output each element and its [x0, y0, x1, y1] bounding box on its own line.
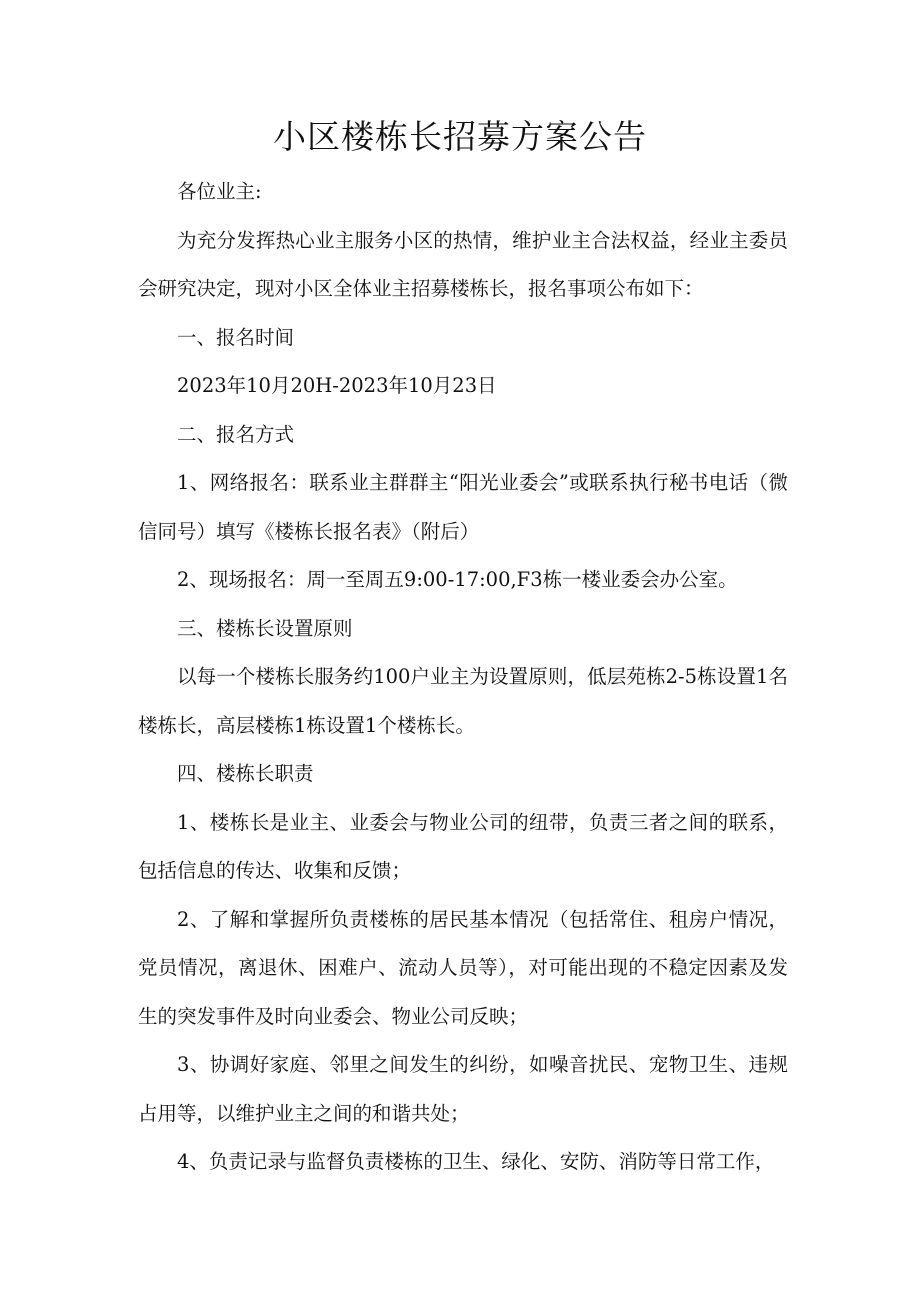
duty-item-3: 3、协调好家庭、邻里之间发生的纠纷，如噪音扰民、宠物卫生、违规占用等，以维护业主之间的和谐共处； [138, 1053, 788, 1125]
duty-item-2: 2、了解和掌握所负责楼栋的居民基本情况（包括常住、租房户情况，党员情况，离退休、困难户、流动人员等），对可能出现的不稳定因素及发生的突发事件及时向业委会、物业公司反映； [138, 907, 788, 1028]
duty-item-1: 1、楼栋长是业主、业委会与物业公司的纽带，负责三者之间的联系，包括信息的传达、收集和反馈； [138, 810, 788, 882]
document-body [138, 168, 788, 1187]
section-heading-duties: 四、楼栋长职责 [177, 762, 314, 785]
setup-principle-paragraph: 以每一个楼栋长服务约100户业主为设置原则，低层苑栋2-5栋设置1名楼栋长，高层楼栋1栋设置1个楼栋长。 [138, 665, 788, 737]
online-registration-paragraph: 1、网络报名：联系业主群群主“阳光业委会”或联系执行秘书电话（微信同号）填写《楼栋长报名表》（附后） [138, 471, 788, 543]
section-heading-setup-principle: 三、楼栋长设置原则 [177, 616, 353, 640]
onsite-registration-paragraph: 2、现场报名：周一至周五9:00-17:00,F3栋一楼业委会办公室。 [177, 568, 738, 591]
section-heading-registration-method: 二、报名方式 [177, 422, 295, 446]
intro-paragraph: 为充分发挥热心业主服务小区的热情，维护业主合法权益，经业主委员会研究决定，现对小区全体业主招募楼栋长，报名事项公布如下： [138, 228, 788, 300]
salutation: 各位业主: [177, 180, 262, 203]
duty-item-4: 4、负责记录与监督负责楼栋的卫生、绿化、安防、消防等日常工作， [177, 1150, 775, 1173]
registration-date-range: 2023年10月20H-2023年10月23日 [177, 374, 497, 397]
document-title: 小区楼栋长招募方案公告 [273, 117, 647, 156]
section-heading-registration-time: 一、报名时间 [177, 325, 295, 349]
